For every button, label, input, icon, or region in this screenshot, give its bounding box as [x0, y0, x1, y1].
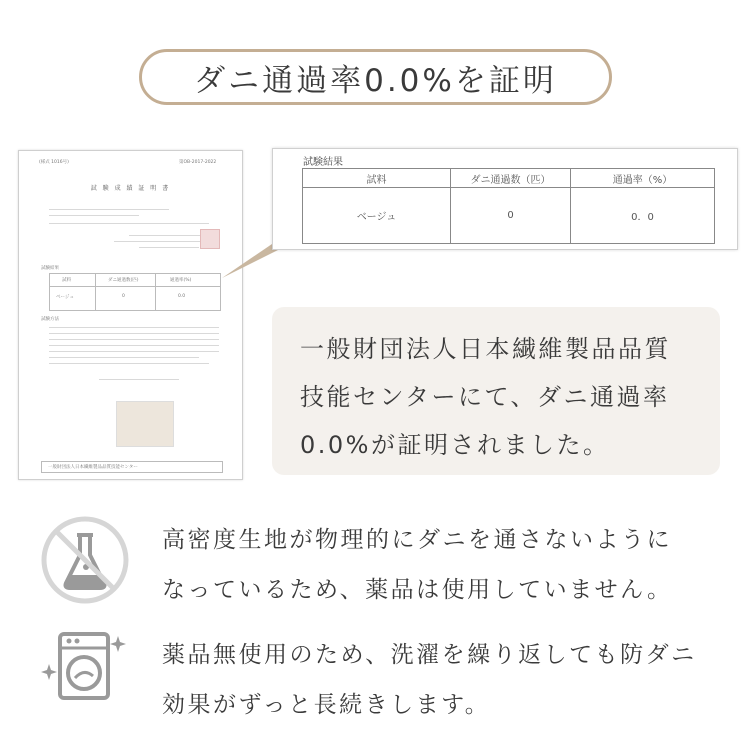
cert-text-line: [49, 333, 219, 334]
cert-text-line: [49, 345, 219, 346]
table-cell: ベージュ: [303, 188, 451, 244]
cert-footer: 一般財団法人日本繊維製品品質技能センター: [48, 465, 138, 470]
cert-cell: 0: [122, 294, 125, 299]
feature-text-line: 薬品無使用のため、洗濯を繰り返しても防ダニ: [162, 642, 697, 668]
notice-line: 技能センターにて、ダニ通過率: [300, 383, 670, 411]
table-row: [303, 188, 715, 244]
cert-text-line: [114, 241, 214, 242]
feature-no-chemicals: [40, 515, 740, 625]
washing-machine-icon: [40, 630, 130, 720]
cert-result-table: [49, 273, 221, 311]
cert-text-line: [129, 235, 209, 236]
cert-col: 試料: [62, 278, 71, 283]
flask-no-chemicals-icon: [40, 515, 130, 605]
feature-text-line: なっているため、薬品は使用していません。: [162, 577, 673, 603]
table-cell: 0．0: [571, 188, 715, 244]
title-banner: [139, 49, 612, 105]
cert-form-no: (様式 1016号): [39, 160, 69, 165]
cert-heading: 試 験 成 績 証 明 書: [90, 185, 171, 192]
cert-text-line: [49, 215, 139, 216]
cert-text-line: [49, 209, 169, 210]
cert-text-line: [49, 351, 219, 352]
cert-text-line: [49, 357, 199, 358]
cert-footer-box: [41, 461, 223, 473]
cert-text-line: [49, 339, 219, 340]
cert-section-method: 試験方法: [41, 317, 59, 322]
cert-col: ダニ通過数(匹): [108, 278, 139, 283]
fabric-sample-swatch: [116, 401, 174, 447]
page-title: ダニ通過率0.0%を証明: [194, 62, 557, 99]
cert-text-line: [49, 327, 219, 328]
cert-text-line: [139, 247, 199, 248]
results-table: [302, 168, 715, 244]
cert-cell: ベージュ: [56, 295, 74, 300]
table-header-row: [303, 169, 715, 188]
table-header: 通過率（%）: [571, 169, 715, 188]
feature-washable: [40, 630, 740, 740]
table-cell: 0: [451, 188, 571, 244]
results-caption: 試験結果: [303, 157, 343, 168]
table-header: 試料: [303, 169, 451, 188]
certification-notice: [272, 307, 720, 475]
seal-stamp: [200, 229, 220, 249]
notice-line: 一般財団法人日本繊維製品品質: [300, 335, 671, 363]
table-header: ダニ通過数（匹）: [451, 169, 571, 188]
cert-cell: 0.0: [178, 294, 186, 299]
cert-text-line: [49, 223, 209, 224]
test-results-panel: [272, 148, 738, 250]
cert-col: 通過率(%): [170, 278, 192, 283]
cert-section-result: 試験結果: [41, 266, 59, 271]
callout-connector: [220, 228, 280, 280]
cert-text-line: [99, 379, 179, 380]
feature-text-line: 高密度生地が物理的にダニを通さないように: [162, 527, 672, 553]
feature-text-line: 効果がずっと長続きします。: [162, 692, 491, 718]
certificate-document: [18, 150, 243, 480]
cert-text-line: [49, 363, 209, 364]
cert-doc-no: 第OB-2017-2022: [179, 160, 217, 165]
notice-line: 0.0%が証明されました。: [300, 431, 610, 459]
